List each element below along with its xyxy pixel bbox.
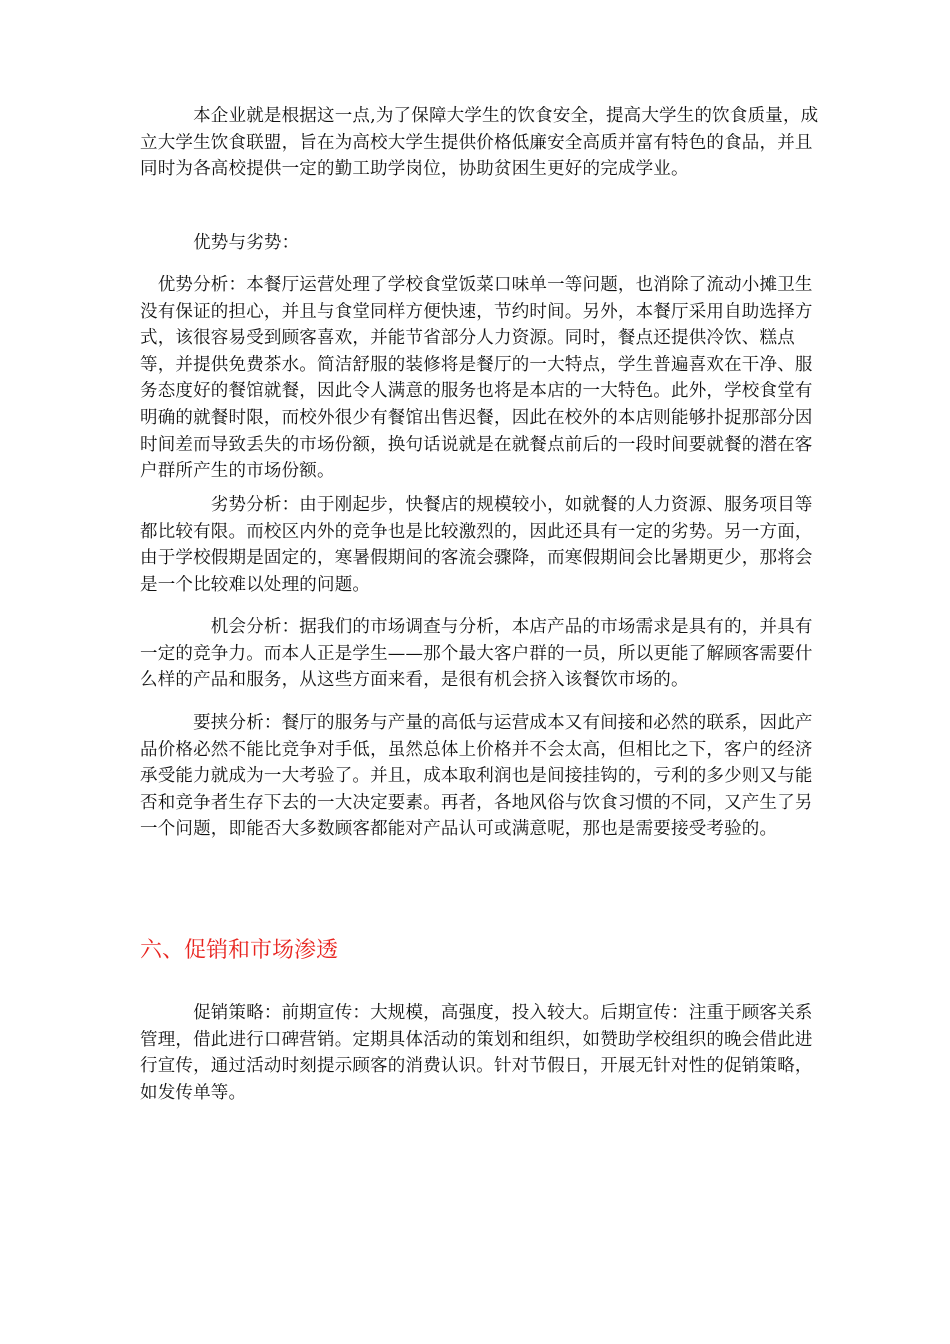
- section-heading: 六、促销和市场渗透: [140, 938, 339, 963]
- intro-paragraph: 本企业就是根据这一点,为了保障大学生的饮食安全，提高大学生的饮食质量，成立大学生饮食联盟，旨在为高校大学生提供价格低廉安全高质并富有特色的食品，并且同时为各高校提供一定的勤工助学岗位，协助贫困生更好的完成学业。: [140, 106, 819, 180]
- threat-paragraph: 要挟分析：餐厅的服务与产量的高低与运营成本又有间接和必然的联系，因此产品价格必然不能比竞争对手低，虽然总体上价格并不会太高，但相比之下，客户的经济承受能力就成为一大考验了。并且，成本取利润也是间接挂钩的，亏利的多少则又与能否和竞争者生存下去的一大决定要素。再者，各地风俗与饮食习惯的不同，又产生了另一个问题，即能否大多数顾客都能对产品认可或满意呢，那也是需要接受考验的。: [140, 713, 813, 840]
- opportunity-paragraph: 机会分析：据我们的市场调查与分析，本店产品的市场需求是具有的，并具有一定的竞争力。而本人正是学生——那个最大客户群的一员，所以更能了解顾客需要什么样的产品和服务，从这些方面来看，是很有机会挤入该餐饮市场的。: [140, 617, 813, 691]
- swot-title: 优势与劣势：: [140, 233, 300, 253]
- promo-paragraph: 促销策略：前期宣传：大规模，高强度，投入较大。后期宣传：注重于顾客关系管理，借此进行口碑营销。定期具体活动的策划和组织，如赞助学校组织的晚会借此进行宣传，通过活动时刻提示顾客的消费认识。针对节假日，开展无针对性的促销策略，如发传单等。: [140, 1003, 813, 1103]
- weakness-paragraph: 劣势分析：由于刚起步，快餐店的规模较小，如就餐的人力资源、服务项目等都比较有限。而校区内外的竞争也是比较激烈的，因此还具有一定的劣势。另一方面，由于学校假期是固定的，寒暑假期间的客流会骤降，而寒假期间会比暑期更少，那将会是一个比较难以处理的问题。: [140, 495, 813, 595]
- strength-paragraph: 优势分析：本餐厅运营处理了学校食堂饭菜口味单一等问题，也消除了流动小摊卫生没有保证的担心，并且与食堂同样方便快速，节约时间。另外，本餐厅采用自助选择方式，该很容易受到顾客喜欢，并能节省部分人力资源。同时，餐点还提供冷饮、糕点等，并提供免费茶水。简洁舒服的装修将是餐厅的一大特点，学生普遍喜欢在干净、服务态度好的餐馆就餐，因此令人满意的服务也将是本店的一大特色。此外，学校食堂有明确的就餐时限，而校外很少有餐馆出售迟餐，因此在校外的本店则能够扑捉那部分因时间差而导致丢失的市场份额，换句话说就是在就餐点前后的一段时间要就餐的潜在客户群所产生的市场份额。: [140, 275, 813, 482]
